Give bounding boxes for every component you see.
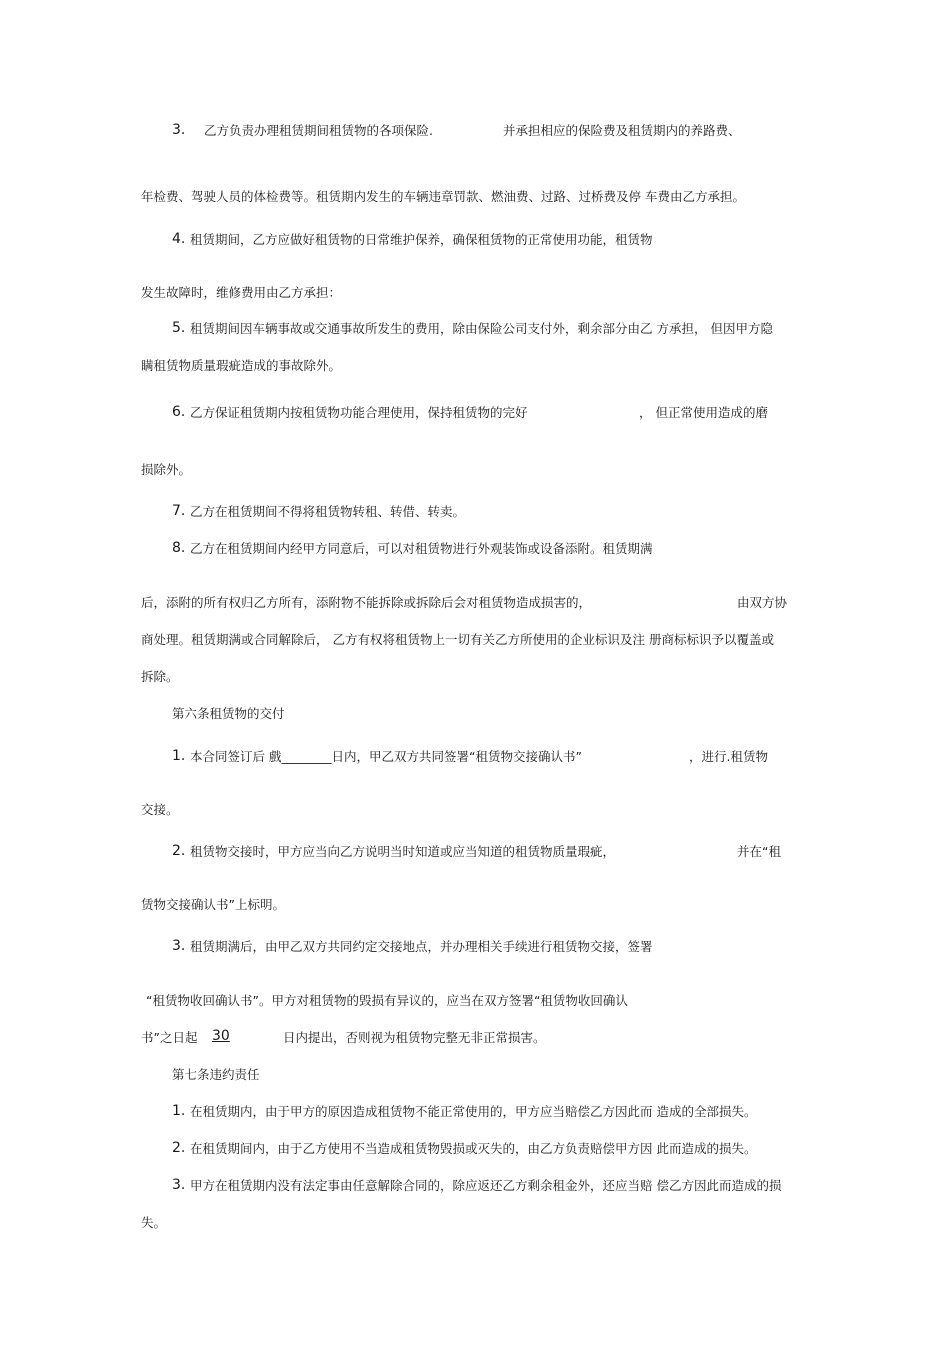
paragraph-line: ，进行.租赁物 <box>689 749 768 764</box>
item-number: 1. <box>172 1103 186 1119</box>
paragraph-line: 并承担相应的保险费及租赁期内的养路费、 <box>503 123 741 138</box>
item-number: 5. <box>172 320 186 336</box>
paragraph-line: 租赁物交接时，甲方应当向乙方说明当时知道或应当知道的租赁物质量瑕疵， <box>190 844 616 859</box>
paragraph-line: 后，添附的所有权归乙方所有，添附物不能拆除或拆除后会对租赁物造成损害的， <box>141 595 592 610</box>
paragraph-line: 失。 <box>141 1215 167 1230</box>
item-number: 3. <box>172 122 186 138</box>
paragraph-line: 交接。 <box>141 802 179 817</box>
paragraph-line: 租赁期满后，由甲乙双方共同约定交接地点，并办理相关手续进行租赁物交接，签署 <box>190 939 653 954</box>
paragraph-line: ， 但正常使用造成的磨 <box>639 405 768 420</box>
paragraph-line: 损除外。 <box>141 462 192 477</box>
paragraph-line: 瞒租赁物质量瑕疵造成的事故除外。 <box>141 358 342 373</box>
paragraph-line: 由双方协 <box>737 595 788 610</box>
section-heading: 第七条违约责任 <box>172 1067 260 1082</box>
item-number: 2. <box>172 1140 186 1156</box>
paragraph-line: 租赁期间因车辆事故或交通事故所发生的费用，除由保险公司支付外，剩余部分由乙 方承担， 但因甲方隐 <box>190 321 773 336</box>
days-value: 30 <box>212 1028 230 1044</box>
paragraph-line: 在租赁期间内，由于乙方使用不当造成租赁物毁损或灭失的，由乙方负责赔偿甲方因 此而造成的损失。 <box>190 1141 757 1156</box>
paragraph-line: 书”之日起 <box>141 1030 198 1045</box>
item-number: 6. <box>172 404 186 420</box>
item-number: 2. <box>172 843 186 859</box>
paragraph-line: 并在“租 <box>737 844 781 859</box>
paragraph-line: 本合同签订后 戲________日内，甲乙双方共同签署“租赁物交接确认书” <box>190 749 582 764</box>
paragraph-line: 赁物交接确认书”上标明。 <box>141 897 285 912</box>
paragraph-line: 拆除。 <box>141 669 179 684</box>
item-number: 3. <box>172 938 186 954</box>
paragraph-line: 商处理。租赁期满或合同解除后， 乙方有权将租赁物上一切有关乙方所使用的企业标识及注 册商标标识予以覆盖或 <box>141 632 774 647</box>
paragraph-line: 乙方在租赁期间不得将租赁物转租、转借、转卖。 <box>190 504 466 519</box>
paragraph-line: 乙方在租赁期间内经甲方同意后，可以对租赁物进行外观装饰或设备添附。租赁期满 <box>190 541 653 556</box>
item-number: 3. <box>172 1177 186 1193</box>
paragraph-line: 发生故障时，维修费用由乙方承担： <box>141 285 342 300</box>
item-number: 4. <box>172 231 186 247</box>
paragraph-line: 年检费、驾驶人员的体检费等。租赁期内发生的车辆违章罚款、燃油费、过路、过桥费及停 车费由乙方承担。 <box>141 189 745 204</box>
paragraph-line: 乙方负责办理租赁期间租赁物的各项保险. <box>204 123 433 138</box>
item-number: 7. <box>172 503 186 519</box>
paragraph-line: 乙方保证租赁期内按租赁物功能合理使用，保持租赁物的完好 <box>190 405 528 420</box>
paragraph-line: 租赁期间，乙方应做好租赁物的日常维护保养，确保租赁物的正常使用功能，租赁物 <box>190 232 653 247</box>
item-number: 8. <box>172 540 186 556</box>
item-number: 1. <box>172 748 186 764</box>
paragraph-line: 在租赁期内，由于甲方的原因造成租赁物不能正常使用的，甲方应当赔偿乙方因此而 造成的全部损失。 <box>190 1104 757 1119</box>
paragraph-line: 日内提出，否则视为租赁物完整无非正常损害。 <box>283 1030 546 1045</box>
section-heading: 第六条租赁物的交付 <box>172 706 285 721</box>
paragraph-line: “租赁物收回确认书”。甲方对租赁物的毁损有异议的，应当在双方签署“租赁物收回确认 <box>146 993 628 1008</box>
paragraph-line: 甲方在租赁期内没有法定事由任意解除合同的，除应返还乙方剩余租金外，还应当赔 偿乙方因此而造成的损 <box>190 1178 782 1193</box>
